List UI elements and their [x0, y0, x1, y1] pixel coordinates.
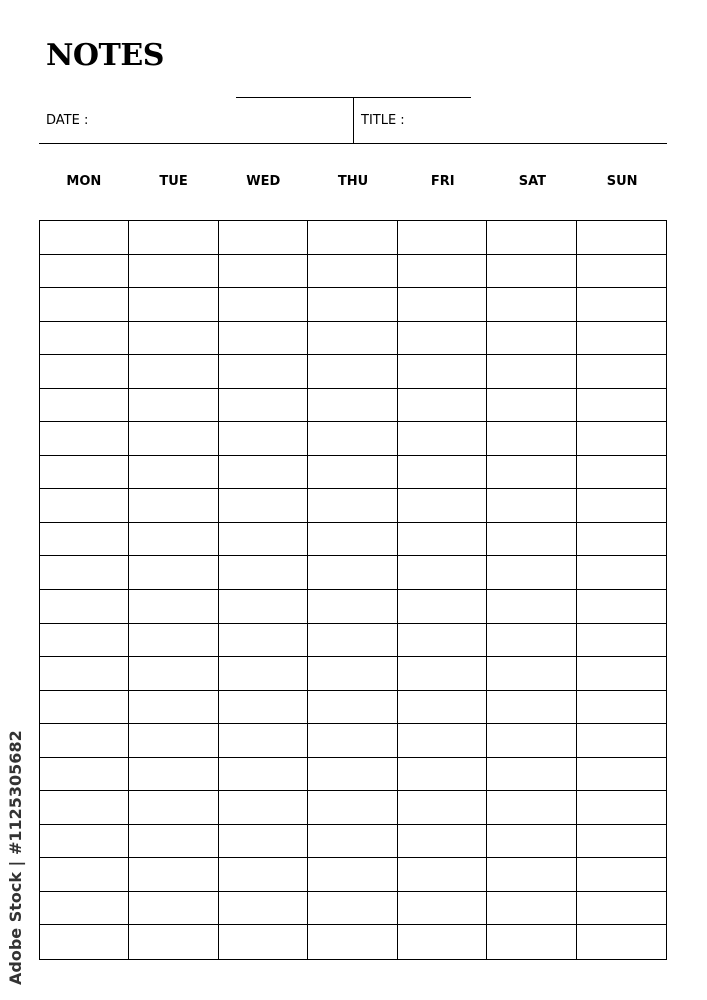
grid-cell[interactable] — [577, 691, 666, 725]
grid-cell[interactable] — [308, 691, 397, 725]
grid-cell[interactable] — [129, 456, 218, 490]
grid-cell[interactable] — [398, 624, 487, 658]
grid-cell[interactable] — [487, 624, 576, 658]
grid-cell[interactable] — [487, 355, 576, 389]
grid-cell[interactable] — [577, 523, 666, 557]
grid-cell[interactable] — [577, 355, 666, 389]
grid-cell[interactable] — [129, 389, 218, 423]
grid-cell[interactable] — [129, 624, 218, 658]
day-header-sat: SAT — [518, 174, 547, 189]
grid-cell[interactable] — [308, 724, 397, 758]
grid-cell[interactable] — [308, 758, 397, 792]
grid-cell[interactable] — [487, 892, 576, 926]
grid-cell[interactable] — [487, 657, 576, 691]
grid-cell[interactable] — [487, 489, 576, 523]
grid-cell[interactable] — [40, 288, 129, 322]
grid-cell[interactable] — [577, 825, 666, 859]
grid-cell[interactable] — [40, 523, 129, 557]
grid-cell[interactable] — [129, 791, 218, 825]
grid-cell[interactable] — [129, 858, 218, 892]
grid-cell[interactable] — [129, 758, 218, 792]
grid-cell[interactable] — [40, 892, 129, 926]
grid-cell[interactable] — [398, 825, 487, 859]
grid-cell[interactable] — [40, 724, 129, 758]
grid-cell[interactable] — [577, 758, 666, 792]
grid-cell[interactable] — [219, 858, 308, 892]
grid-cell[interactable] — [487, 221, 576, 255]
grid-cell[interactable] — [219, 389, 308, 423]
grid-cell[interactable] — [129, 221, 218, 255]
day-header-tue: TUE — [159, 174, 188, 189]
grid-cell[interactable] — [129, 489, 218, 523]
watermark-text: Adobe Stock | #1125305682 — [6, 730, 25, 985]
header-bottom-line — [39, 143, 667, 144]
date-label: DATE : — [46, 113, 89, 128]
grid-cell[interactable] — [129, 590, 218, 624]
grid-cell[interactable] — [308, 858, 397, 892]
grid-cell[interactable] — [219, 925, 308, 959]
grid-cell[interactable] — [398, 355, 487, 389]
grid-cell[interactable] — [219, 590, 308, 624]
grid-cell[interactable] — [129, 892, 218, 926]
grid-cell[interactable] — [398, 858, 487, 892]
day-header-fri: FRI — [430, 174, 455, 189]
grid-cell[interactable] — [40, 456, 129, 490]
grid-cell[interactable] — [577, 791, 666, 825]
grid-cell[interactable] — [40, 221, 129, 255]
grid-cell[interactable] — [308, 255, 397, 289]
grid-cell[interactable] — [40, 556, 129, 590]
grid-cell[interactable] — [577, 624, 666, 658]
grid-cell[interactable] — [219, 489, 308, 523]
grid-cell[interactable] — [308, 624, 397, 658]
grid-cell[interactable] — [308, 825, 397, 859]
grid-cell[interactable] — [398, 590, 487, 624]
grid-cell[interactable] — [398, 925, 487, 959]
grid-cell[interactable] — [219, 758, 308, 792]
grid-cell[interactable] — [487, 791, 576, 825]
grid-cell[interactable] — [129, 288, 218, 322]
grid-cell[interactable] — [487, 389, 576, 423]
grid-cell[interactable] — [219, 456, 308, 490]
grid-cell[interactable] — [308, 221, 397, 255]
grid-cell[interactable] — [129, 556, 218, 590]
grid-cell[interactable] — [129, 691, 218, 725]
grid-cell[interactable] — [487, 523, 576, 557]
grid-cell[interactable] — [308, 389, 397, 423]
grid-cell[interactable] — [487, 825, 576, 859]
grid-cell[interactable] — [40, 925, 129, 959]
grid-cell[interactable] — [577, 456, 666, 490]
grid-cell[interactable] — [129, 355, 218, 389]
grid-cell[interactable] — [219, 523, 308, 557]
grid-cell[interactable] — [219, 288, 308, 322]
notes-grid — [39, 220, 667, 960]
grid-cell[interactable] — [577, 255, 666, 289]
grid-cell[interactable] — [487, 724, 576, 758]
grid-cell[interactable] — [308, 422, 397, 456]
grid-cell[interactable] — [398, 288, 487, 322]
grid-cell[interactable] — [398, 322, 487, 356]
grid-cell[interactable] — [40, 758, 129, 792]
grid-cell[interactable] — [577, 892, 666, 926]
grid-cell[interactable] — [308, 456, 397, 490]
grid-cell[interactable] — [129, 925, 218, 959]
grid-cell[interactable] — [219, 624, 308, 658]
grid-cell[interactable] — [40, 389, 129, 423]
grid-cell[interactable] — [219, 825, 308, 859]
grid-cell[interactable] — [219, 221, 308, 255]
grid-cell[interactable] — [487, 691, 576, 725]
grid-cell[interactable] — [219, 691, 308, 725]
grid-cell[interactable] — [129, 523, 218, 557]
grid-cell[interactable] — [308, 489, 397, 523]
grid-cell[interactable] — [577, 422, 666, 456]
grid-cell[interactable] — [40, 489, 129, 523]
grid-cell[interactable] — [487, 255, 576, 289]
grid-cell[interactable] — [487, 322, 576, 356]
grid-cell[interactable] — [398, 422, 487, 456]
grid-cell[interactable] — [398, 456, 487, 490]
grid-cell[interactable] — [398, 691, 487, 725]
grid-cell[interactable] — [398, 221, 487, 255]
grid-cell[interactable] — [577, 925, 666, 959]
grid-cell[interactable] — [219, 724, 308, 758]
day-header-sun: SUN — [606, 174, 638, 189]
grid-cell[interactable] — [577, 590, 666, 624]
title-label: TITLE : — [361, 113, 405, 128]
grid-cell[interactable] — [219, 355, 308, 389]
grid-cell[interactable] — [308, 892, 397, 926]
grid-cell[interactable] — [129, 422, 218, 456]
grid-cell[interactable] — [308, 322, 397, 356]
grid-cell[interactable] — [308, 590, 397, 624]
grid-cell[interactable] — [40, 657, 129, 691]
grid-cell[interactable] — [219, 556, 308, 590]
grid-cell[interactable] — [40, 590, 129, 624]
grid-cell[interactable] — [398, 556, 487, 590]
grid-cell[interactable] — [40, 355, 129, 389]
grid-cell[interactable] — [577, 489, 666, 523]
grid-cell[interactable] — [398, 657, 487, 691]
grid-cell[interactable] — [129, 255, 218, 289]
grid-cell[interactable] — [40, 791, 129, 825]
grid-cell[interactable] — [487, 925, 576, 959]
grid-cell[interactable] — [577, 556, 666, 590]
grid-cell[interactable] — [219, 322, 308, 356]
grid-cell[interactable] — [577, 858, 666, 892]
grid-cell[interactable] — [129, 322, 218, 356]
grid-cell[interactable] — [577, 322, 666, 356]
grid-cell[interactable] — [219, 255, 308, 289]
grid-cell[interactable] — [398, 489, 487, 523]
grid-cell[interactable] — [129, 825, 218, 859]
grid-cell[interactable] — [487, 288, 576, 322]
grid-cell[interactable] — [219, 892, 308, 926]
grid-cell[interactable] — [487, 858, 576, 892]
grid-cell[interactable] — [129, 724, 218, 758]
grid-cell[interactable] — [219, 791, 308, 825]
grid-cell[interactable] — [487, 422, 576, 456]
grid-cell[interactable] — [487, 456, 576, 490]
grid-cell[interactable] — [40, 858, 129, 892]
day-header-thu: THU — [337, 174, 369, 189]
grid-cell[interactable] — [308, 657, 397, 691]
grid-cell[interactable] — [577, 724, 666, 758]
day-header-mon: MON — [66, 174, 102, 189]
grid-cell[interactable] — [398, 791, 487, 825]
grid-cell[interactable] — [398, 255, 487, 289]
grid-cell[interactable] — [40, 322, 129, 356]
grid-cell[interactable] — [577, 288, 666, 322]
grid-cell[interactable] — [40, 825, 129, 859]
grid-cell[interactable] — [40, 255, 129, 289]
grid-cell[interactable] — [308, 791, 397, 825]
grid-cell[interactable] — [398, 758, 487, 792]
grid-cell[interactable] — [40, 624, 129, 658]
grid-cell[interactable] — [308, 925, 397, 959]
grid-cell[interactable] — [40, 691, 129, 725]
grid-cell[interactable] — [308, 288, 397, 322]
grid-cell[interactable] — [487, 556, 576, 590]
grid-cell[interactable] — [487, 758, 576, 792]
day-header-wed: WED — [246, 174, 281, 189]
grid-cell[interactable] — [577, 657, 666, 691]
grid-cell[interactable] — [398, 892, 487, 926]
grid-cell[interactable] — [308, 523, 397, 557]
grid-cell[interactable] — [398, 523, 487, 557]
grid-cell[interactable] — [398, 724, 487, 758]
page-title: NOTES — [46, 38, 164, 73]
grid-cell[interactable] — [308, 556, 397, 590]
grid-cell[interactable] — [577, 221, 666, 255]
grid-cell[interactable] — [487, 590, 576, 624]
grid-cell[interactable] — [129, 657, 218, 691]
grid-cell[interactable] — [219, 422, 308, 456]
grid-cell[interactable] — [219, 657, 308, 691]
grid-cell[interactable] — [398, 389, 487, 423]
grid-cell[interactable] — [577, 389, 666, 423]
grid-cell[interactable] — [308, 355, 397, 389]
grid-cell[interactable] — [40, 422, 129, 456]
header-divider-vertical — [353, 97, 354, 143]
